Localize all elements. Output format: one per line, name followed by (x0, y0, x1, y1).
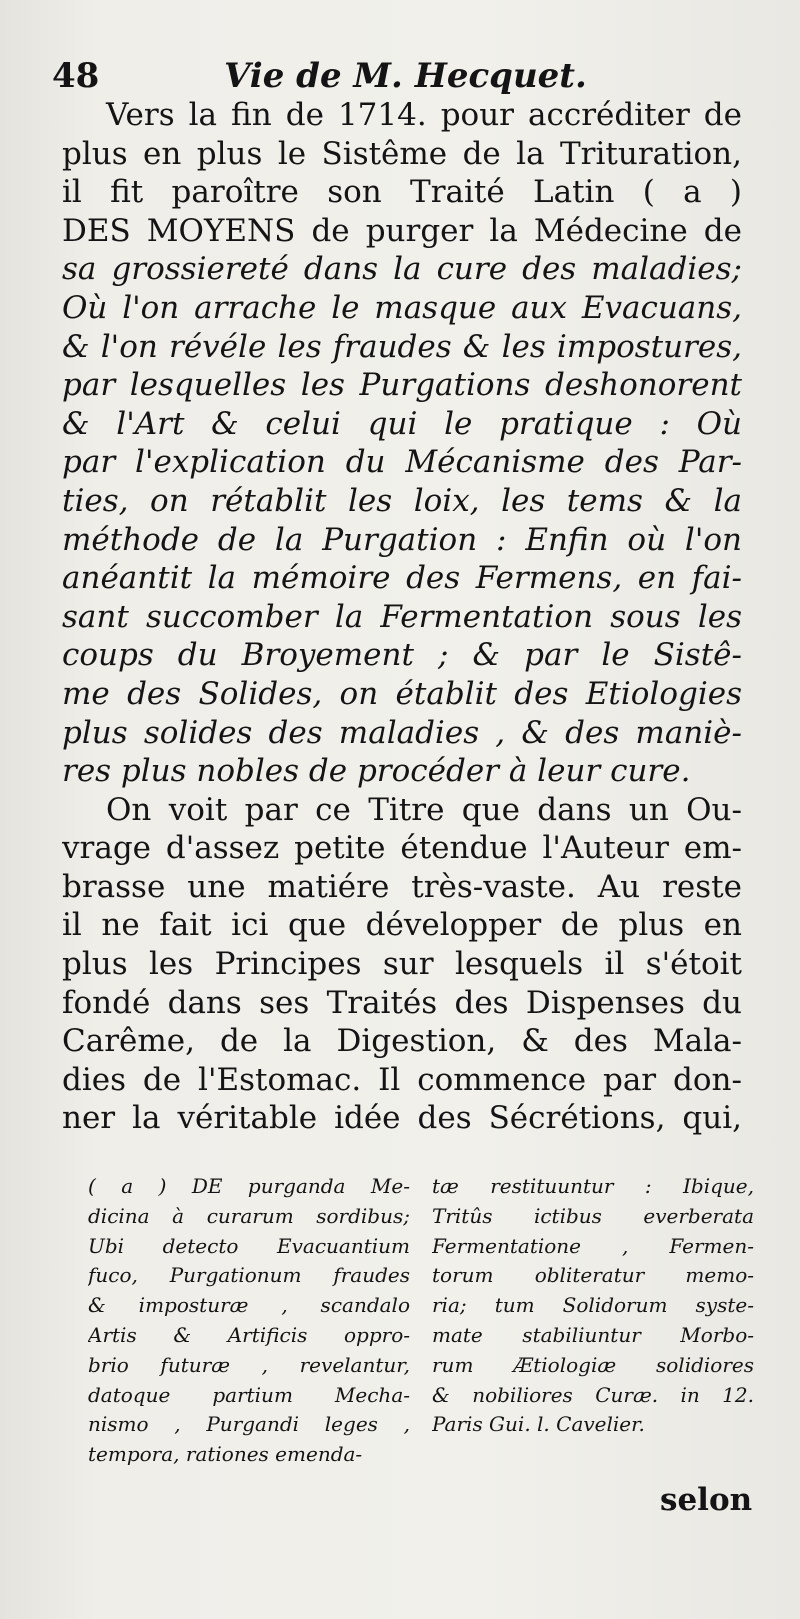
footnote-line: torum obliteratur memo- (432, 1263, 754, 1288)
text-line: il fit paroître son Traité Latin ( a ) (62, 174, 742, 211)
main-text (62, 96, 742, 1138)
footnote-line: tempora, rationes emenda- (88, 1442, 363, 1467)
text-line: fondé dans ses Traités des Dispenses du (62, 984, 742, 1021)
footnote-line: Tritûs ictibus everberata (432, 1203, 754, 1228)
text-line: res plus nobles de procéder à leur cure. (62, 753, 691, 790)
text-line: vrage d'assez petite étendue l'Auteur em- (62, 830, 742, 867)
text-line: plus solides des maladies , & des maniè- (62, 714, 742, 751)
text-line: plus en plus le Sistême de la Trituration, (62, 135, 742, 172)
text-line: & l'on révéle les fraudes & les impostures, (62, 328, 742, 365)
text-line: il ne fait ici que développer de plus en (62, 907, 742, 944)
text-line: sant succomber la Fermentation sous les (62, 598, 742, 635)
footnote-line: nismo , Purgandi leges , (88, 1412, 410, 1437)
footnote-line: ( a ) DE purganda Me- (88, 1174, 410, 1198)
page-header (52, 52, 742, 100)
footnote-line: rum Ætiologiæ solidiores (432, 1352, 754, 1377)
footnote-line: & nobiliores Curæ. in 12. (432, 1382, 754, 1407)
text-line: brasse une matiére très-vaste. Au reste (62, 868, 742, 905)
text-line: Où l'on arrache le masque aux Evacuans, (62, 289, 742, 326)
footnote-line: fuco, Purgationum fraudes (88, 1263, 410, 1288)
footnote-line: mate stabiliuntur Morbo- (432, 1322, 754, 1347)
footnote (70, 1172, 754, 1482)
footnote-line: Artis & Artificis oppro- (88, 1322, 410, 1347)
text-line: sa grossiereté dans la cure des maladies; (62, 251, 742, 288)
footnote-line: Ubi detecto Evacuantium (88, 1233, 410, 1258)
text-line: ner la véritable idée des Sécrétions, qui, (62, 1100, 742, 1137)
footnote-line: ria; tum Solidorum syste- (432, 1293, 754, 1318)
text-line: & l'Art & celui qui le pratique : Où (62, 405, 742, 442)
text-line: Vers la fin de 1714. pour accréditer de (106, 97, 742, 133)
text-line: plus les Principes sur lesquels il s'étoit (62, 946, 742, 983)
page-number: 48 (52, 56, 100, 96)
text-line: Carême, de la Digestion, & des Mala- (62, 1023, 742, 1060)
text-line: méthode de la Purgation : Enfin où l'on (62, 521, 742, 558)
running-title: Vie de M. Hecquet. (224, 56, 587, 96)
catchword: selon (660, 1482, 753, 1518)
text-line: On voit par ce Titre que dans un Ou- (106, 791, 742, 828)
footnote-column-left (88, 1172, 410, 1470)
text-line: par l'explication du Mécanisme des Par- (62, 444, 742, 481)
text-line: anéantit la mémoire des Fermens, en fai- (62, 560, 742, 597)
text-line: ties, on rétablit les loix, les tems & la (62, 482, 742, 519)
footnote-line: dicina à curarum sordibus; (88, 1203, 410, 1228)
text-line: par lesquelles les Purgations deshonorent (62, 367, 742, 404)
footnote-line: & imposturæ , scandalo (88, 1293, 410, 1318)
text-line: dies de l'Estomac. Il commence par don- (62, 1061, 742, 1098)
footnote-line: Paris Gui. l. Cavelier. (432, 1412, 645, 1437)
footnote-line: tæ restituuntur : Ibique, (432, 1174, 754, 1198)
text-line: DES MOYENS de purger la Médecine de (62, 212, 742, 249)
text-line: me des Solides, on établit des Etiologies (62, 675, 742, 712)
text-line: coups du Broyement ; & par le Sistê- (62, 637, 742, 674)
footnote-column-right (432, 1172, 754, 1440)
footnote-line: Fermentatione , Fermen- (432, 1233, 754, 1258)
footnote-line: datoque partium Mecha- (88, 1382, 410, 1407)
footnote-line: brio futuræ , revelantur, (88, 1352, 410, 1377)
